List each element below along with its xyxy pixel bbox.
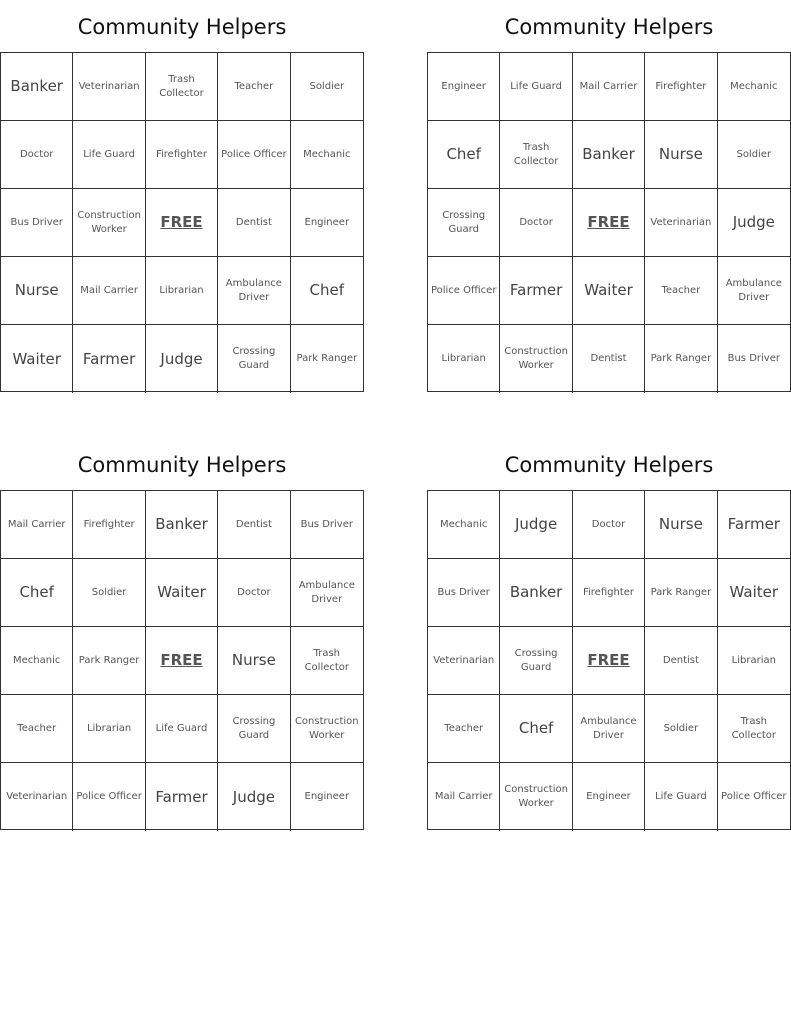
- bingo-cell: Bus Driver: [428, 559, 500, 627]
- bingo-cell: Crossing Guard: [500, 627, 572, 695]
- bingo-cell: Nurse: [1, 257, 73, 325]
- bingo-cell: Police Officer: [73, 763, 145, 831]
- bingo-cell: Trash Collector: [291, 627, 363, 695]
- bingo-cell: Soldier: [291, 53, 363, 121]
- bingo-cell: Mail Carrier: [1, 491, 73, 559]
- bingo-cell: Soldier: [73, 559, 145, 627]
- bingo-cell: Mechanic: [1, 627, 73, 695]
- bingo-cell: Mail Carrier: [428, 763, 500, 831]
- bingo-cell: Life Guard: [500, 53, 572, 121]
- bingo-cell: Farmer: [146, 763, 218, 831]
- bingo-cell: Bus Driver: [1, 189, 73, 257]
- bingo-cell: Dentist: [218, 491, 290, 559]
- bingo-cell: Park Ranger: [296, 353, 358, 364]
- bingo-cell: Librarian: [73, 695, 145, 763]
- bingo-cell: Librarian: [146, 257, 218, 325]
- bingo-cell: Crossing Guard: [218, 695, 290, 763]
- bingo-cell: Doctor: [218, 559, 290, 627]
- bingo-cell: Banker: [573, 121, 645, 189]
- bingo-cell: Chef: [500, 695, 572, 763]
- bingo-grid: [427, 490, 791, 830]
- bingo-cell: Judge: [146, 325, 218, 393]
- bingo-cell: Banker: [500, 559, 572, 627]
- bingo-cell: Chef: [428, 121, 500, 189]
- bingo-cell: Veterinarian: [428, 627, 500, 695]
- bingo-cell: Crossing Guard: [428, 189, 500, 257]
- bingo-cell: Mechanic: [428, 491, 500, 559]
- free-space: FREE: [573, 189, 645, 257]
- free-space: FREE: [146, 189, 218, 257]
- bingo-cell: Teacher: [645, 257, 717, 325]
- bingo-cell: Mechanic: [291, 121, 363, 189]
- bingo-cell: Trash Collector: [146, 53, 218, 121]
- bingo-card-1: [0, 12, 364, 392]
- bingo-cell: Farmer: [718, 491, 790, 559]
- bingo-cell: Waiter: [146, 559, 218, 627]
- bingo-cell: Waiter: [573, 257, 645, 325]
- bingo-cell: Waiter: [1, 325, 73, 393]
- bingo-grid: [0, 490, 364, 830]
- bingo-cell: Police Officer: [218, 121, 290, 189]
- bingo-cell: Teacher: [218, 53, 290, 121]
- bingo-cell: Construction Worker: [291, 695, 363, 763]
- bingo-cell: Police Officer: [428, 257, 500, 325]
- bingo-card-3: [0, 450, 364, 830]
- bingo-cell: Judge: [500, 491, 572, 559]
- bingo-cell: Librarian: [428, 325, 500, 393]
- bingo-cell: Waiter: [718, 559, 790, 627]
- bingo-grid: [0, 52, 364, 392]
- bingo-cell: Nurse: [645, 491, 717, 559]
- bingo-cell: Ambulance Driver: [218, 257, 290, 325]
- bingo-cell: Police Officer: [721, 791, 787, 802]
- bingo-cell: Chef: [291, 257, 363, 325]
- bingo-cell: Librarian: [718, 627, 790, 695]
- bingo-cell: Firefighter: [573, 559, 645, 627]
- bingo-cell: Park Ranger: [645, 559, 717, 627]
- bingo-cell: Ambulance Driver: [291, 559, 363, 627]
- bingo-cell: Veterinarian: [645, 189, 717, 257]
- bingo-cell: Ambulance Driver: [573, 695, 645, 763]
- bingo-cell: Dentist: [573, 325, 645, 393]
- bingo-cell: Doctor: [573, 491, 645, 559]
- bingo-cell: Bus Driver: [727, 353, 780, 364]
- bingo-cell: Life Guard: [73, 121, 145, 189]
- card-title: Community Helpers: [77, 453, 287, 477]
- bingo-cell: Soldier: [645, 695, 717, 763]
- bingo-cell: Mail Carrier: [73, 257, 145, 325]
- bingo-cell: Dentist: [645, 627, 717, 695]
- bingo-cell: Engineer: [428, 53, 500, 121]
- bingo-cell: Firefighter: [645, 53, 717, 121]
- card-title: Community Helpers: [504, 15, 714, 39]
- bingo-cell: Life Guard: [146, 695, 218, 763]
- bingo-cell: Crossing Guard: [218, 325, 290, 393]
- bingo-cell: Construction Worker: [500, 325, 572, 393]
- bingo-cell: Doctor: [1, 121, 73, 189]
- bingo-cell: Banker: [146, 491, 218, 559]
- bingo-cell: Trash Collector: [500, 121, 572, 189]
- bingo-cell: Teacher: [428, 695, 500, 763]
- bingo-card-4: [427, 450, 791, 830]
- bingo-cell: Engineer: [573, 763, 645, 831]
- bingo-cell: Firefighter: [146, 121, 218, 189]
- bingo-cell: Park Ranger: [645, 325, 717, 393]
- bingo-cell: Soldier: [718, 121, 790, 189]
- bingo-cell: Veterinarian: [1, 763, 73, 831]
- bingo-cell: Engineer: [304, 791, 350, 802]
- bingo-cell: Mail Carrier: [573, 53, 645, 121]
- bingo-cell: Nurse: [645, 121, 717, 189]
- bingo-cell: Engineer: [291, 189, 363, 257]
- bingo-cell: Dentist: [218, 189, 290, 257]
- bingo-cell: Banker: [1, 53, 73, 121]
- bingo-cell: Farmer: [73, 325, 145, 393]
- card-title: Community Helpers: [504, 453, 714, 477]
- bingo-cell: Park Ranger: [73, 627, 145, 695]
- bingo-cell: Teacher: [1, 695, 73, 763]
- card-title: Community Helpers: [77, 15, 287, 39]
- bingo-cell: Construction Worker: [73, 189, 145, 257]
- free-space: FREE: [573, 627, 645, 695]
- bingo-cell: Veterinarian: [73, 53, 145, 121]
- bingo-cell: Chef: [1, 559, 73, 627]
- bingo-cell: Construction Worker: [500, 763, 572, 831]
- bingo-cell: Life Guard: [645, 763, 717, 831]
- bingo-card-2: [427, 12, 791, 392]
- bingo-cell: Judge: [218, 763, 290, 831]
- bingo-cell: Farmer: [500, 257, 572, 325]
- bingo-cell: Bus Driver: [291, 491, 363, 559]
- bingo-cell: Doctor: [500, 189, 572, 257]
- bingo-cell: Ambulance Driver: [718, 257, 790, 325]
- bingo-cell: Nurse: [218, 627, 290, 695]
- bingo-grid: [427, 52, 791, 392]
- bingo-cell: Mechanic: [718, 53, 790, 121]
- free-space: FREE: [146, 627, 218, 695]
- bingo-cell: Judge: [718, 189, 790, 257]
- bingo-cell: Trash Collector: [718, 695, 790, 763]
- bingo-cell: Firefighter: [73, 491, 145, 559]
